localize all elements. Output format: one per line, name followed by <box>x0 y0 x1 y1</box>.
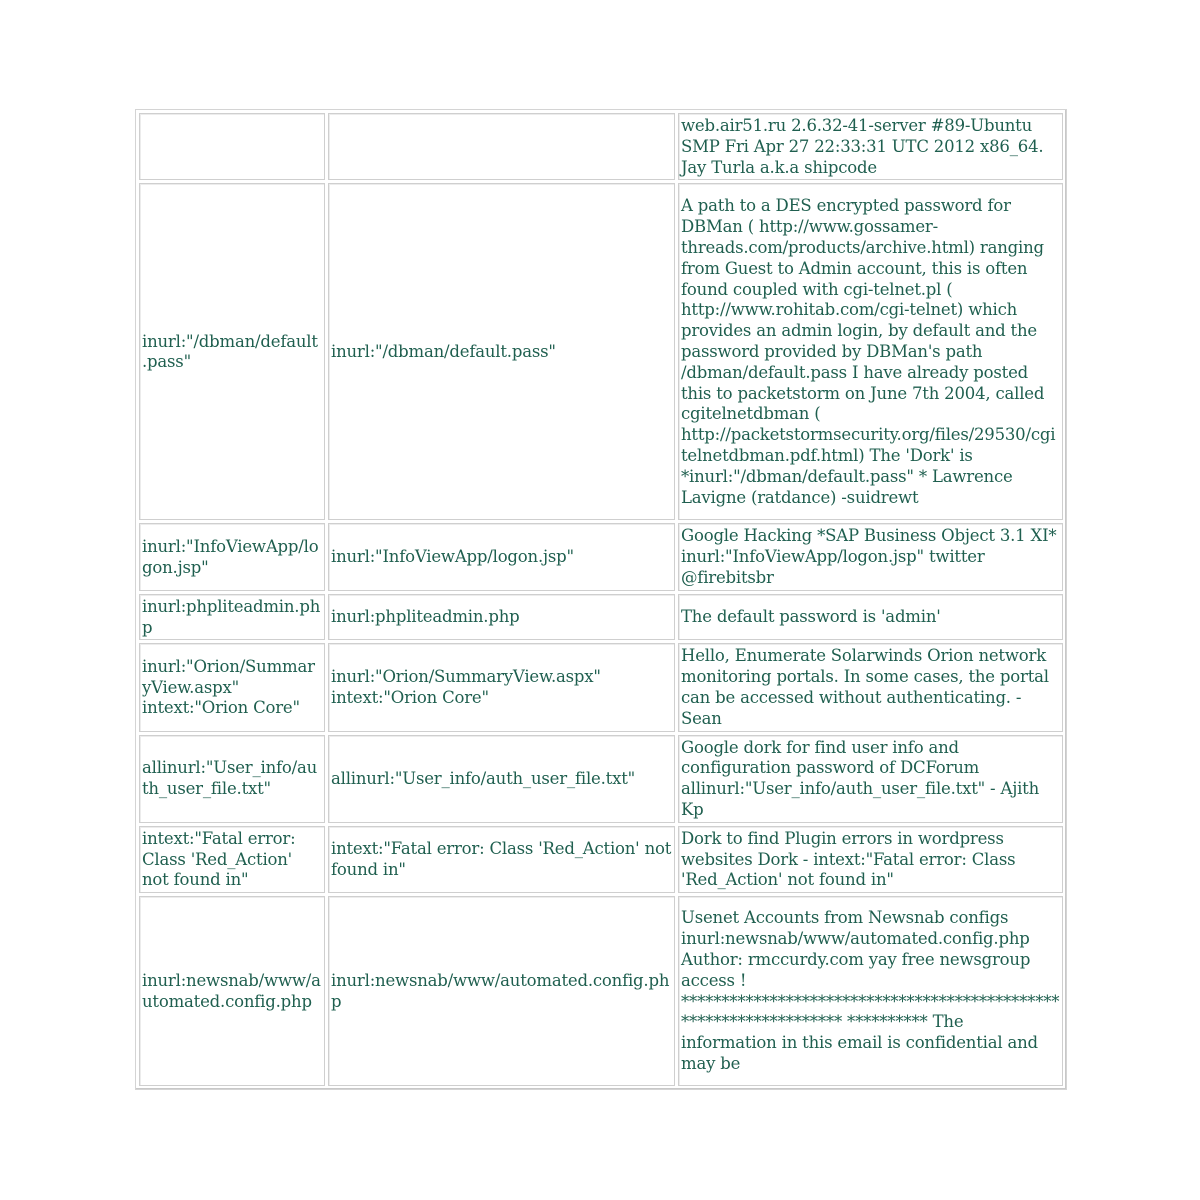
table-row <box>139 643 1063 731</box>
dork-query-cell: intext:"Fatal error: Class 'Red_Action' not found in" <box>328 826 675 893</box>
description-cell: A path to a DES encrypted password for DBMan ( http://www.gossamer-threads.com/products/archive.html) ranging from Guest to Admin account, this is often found coupled with cgi-telnet.pl ( http://www.rohitab.com/cgi-telnet) which provides an admin login, by default and the password provided by DBMan's path /dbman/default.pass I have already posted this to packetstorm on June 7th 2004, called cgitelnetdbman ( http://packetstormsecurity.org/files/29530/cgitelnetdbman.pdf.html) The 'Dork' is *inurl:"/dbman/default.pass" * Lawrence Lavigne (ratdance) -suidrewt <box>678 183 1063 520</box>
dork-query-cell: inurl:newsnab/www/automated.config.php <box>328 896 675 1086</box>
dork-table <box>135 109 1067 1090</box>
description-cell: Usenet Accounts from Newsnab configs inurl:newsnab/www/automated.config.php Author: rmccurdy.com yay free newsgroup access ! ******************************************************************* ********** The information in this email is confidential and may be <box>678 896 1063 1086</box>
dork-short-cell: inurl:"InfoViewApp/logon.jsp" <box>139 523 325 590</box>
table-row <box>139 735 1063 823</box>
dork-short-cell <box>139 113 325 180</box>
description-cell: web.air51.ru 2.6.32-41-server #89-Ubuntu SMP Fri Apr 27 22:33:31 UTC 2012 x86_64. Jay Turla a.k.a shipcode <box>678 113 1063 180</box>
dork-query-cell: inurl:phpliteadmin.php <box>328 594 675 641</box>
dork-query-cell: inurl:"InfoViewApp/logon.jsp" <box>328 523 675 590</box>
dork-short-cell: inurl:"Orion/SummaryView.aspx" intext:"Orion Core" <box>139 643 325 731</box>
table-row <box>139 113 1063 180</box>
description-cell: The default password is 'admin' <box>678 594 1063 641</box>
description-cell: Google dork for find user info and configuration password of DCForum allinurl:"User_info/auth_user_file.txt" - Ajith Kp <box>678 735 1063 823</box>
dork-short-cell: inurl:phpliteadmin.php <box>139 594 325 641</box>
dork-query-cell <box>328 113 675 180</box>
description-cell: Dork to find Plugin errors in wordpress websites Dork - intext:"Fatal error: Class 'Red_Action' not found in" <box>678 826 1063 893</box>
dork-short-cell: allinurl:"User_info/auth_user_file.txt" <box>139 735 325 823</box>
dork-query-cell: inurl:"Orion/SummaryView.aspx" intext:"Orion Core" <box>328 643 675 731</box>
dork-short-cell: inurl:newsnab/www/automated.config.php <box>139 896 325 1086</box>
table-row <box>139 183 1063 520</box>
table-row <box>139 896 1063 1086</box>
description-cell: Hello, Enumerate Solarwinds Orion network monitoring portals. In some cases, the portal can be accessed without authenticating. -Sean <box>678 643 1063 731</box>
table-row <box>139 594 1063 641</box>
table-row <box>139 826 1063 893</box>
dork-query-cell: allinurl:"User_info/auth_user_file.txt" <box>328 735 675 823</box>
dork-short-cell: intext:"Fatal error: Class 'Red_Action' not found in" <box>139 826 325 893</box>
dork-short-cell: inurl:"/dbman/default.pass" <box>139 183 325 520</box>
table-row <box>139 523 1063 590</box>
description-cell: Google Hacking *SAP Business Object 3.1 XI* inurl:"InfoViewApp/logon.jsp" twitter @firebitsbr <box>678 523 1063 590</box>
dork-query-cell: inurl:"/dbman/default.pass" <box>328 183 675 520</box>
